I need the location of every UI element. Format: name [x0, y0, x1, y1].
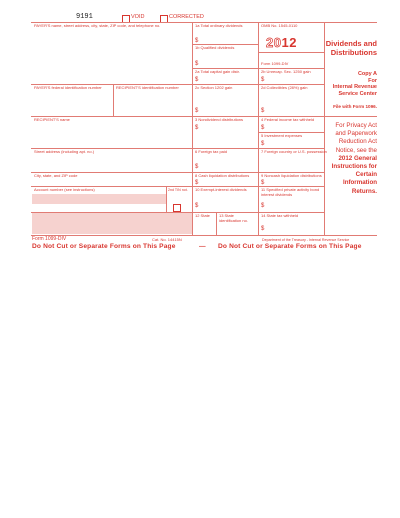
privacy-line: Information [342, 179, 377, 187]
form-title-line1: Dividends and [325, 39, 377, 48]
privacy-line: Reduction Act [338, 138, 377, 146]
footer-form: Form 1099-DIV [32, 236, 67, 242]
privacy-notice [324, 122, 377, 196]
dollar-sign: $ [195, 125, 199, 131]
void-label: VOID [131, 14, 145, 20]
dollar-sign: $ [261, 77, 265, 83]
privacy-line: Returns. [351, 187, 377, 195]
footer-cat: Cat. No. 14415N [152, 237, 182, 242]
box-14-label: 14 State tax withheld [261, 213, 299, 218]
dollar-sign: $ [195, 108, 199, 114]
box-1b-label: 1b Qualified dividends [195, 45, 235, 50]
copy-line: Copy A [357, 71, 377, 77]
corrected-label: CORRECTED [169, 14, 204, 20]
box-6-label: 6 Foreign tax paid [195, 149, 228, 154]
account-label: Account number (see instructions) [34, 187, 95, 192]
box-2a-label: 2a Total capital gain distr. [195, 69, 240, 74]
cut-warning-dash: — [199, 243, 206, 250]
fatca-checkbox[interactable] [173, 204, 181, 212]
box-2c-label: 2c Section 1202 gain [195, 85, 233, 90]
box-9-label: 9 Noncash liquidation distributions [261, 173, 322, 178]
box-5-label: 5 Investment expenses [261, 133, 303, 138]
dollar-sign: $ [261, 108, 265, 114]
dollar-sign: $ [195, 61, 199, 67]
box-8-label: 8 Cash liquidation distributions [195, 173, 250, 178]
box-1a-label: 1a Total ordinary dividends [195, 23, 243, 28]
dollar-sign: $ [261, 226, 265, 232]
tax-year-prefix: 20 [266, 35, 282, 50]
street-label: Street address (including apt. no.) [34, 149, 95, 154]
box-11-label: 11 Specified private activity bond interest dividends [261, 187, 320, 197]
tax-year-suffix: 12 [281, 35, 297, 50]
recipient-id-label: RECIPIENT'S identification number [116, 85, 179, 90]
account-shade [32, 194, 166, 204]
payer-fed-id-label: PAYER'S federal identification number [34, 85, 102, 90]
cut-warning-right: Do Not Cut or Separate Forms on This Page [218, 243, 362, 250]
form-code: 9191 [76, 13, 93, 21]
copy-a [324, 71, 377, 97]
city-label: City, state, and ZIP code [34, 173, 78, 178]
dollar-sign: $ [261, 141, 265, 147]
tax-year [266, 35, 297, 50]
dollar-sign: $ [261, 180, 265, 186]
privacy-line: and Paperwork [335, 130, 377, 138]
dollar-sign: $ [195, 38, 199, 44]
payer-name-label: PAYER'S name, street address, city, state, ZIP code, and telephone no. [34, 23, 161, 28]
box-13-label: 13 State identification no. [219, 213, 248, 223]
fatca-label: 2nd TIN not. [168, 188, 188, 192]
box-7-label: 7 Foreign country or U.S. possession [261, 149, 327, 154]
privacy-line: For Privacy Act [335, 122, 377, 129]
file-with-note: File with Form 1096. [333, 104, 377, 109]
form-title-line2: Distributions [330, 48, 377, 57]
box-2d-label: 2d Collectibles (28%) gain [261, 85, 308, 90]
recipient-name-label: RECIPIENT'S name [34, 117, 70, 122]
dollar-sign: $ [195, 203, 199, 209]
footer-dept: Department of the Treasury - Internal Revenue Service [262, 238, 350, 242]
privacy-line: Instructions for [331, 163, 377, 171]
copy-line: For [368, 77, 377, 84]
copy-line: Internal Revenue [332, 84, 377, 91]
box-2b-label: 2b Unrecap. Sec. 1250 gain [261, 69, 311, 74]
privacy-line: 2012 General [338, 154, 377, 162]
cut-warning-left: Do Not Cut or Separate Forms on This Page [32, 243, 176, 250]
privacy-line: Notice, see the [335, 146, 377, 154]
dollar-sign: $ [195, 180, 199, 186]
box-10-label: 10 Exempt-interest dividends [195, 187, 247, 192]
copy-line: Service Center [338, 90, 377, 97]
box-4-label: 4 Federal income tax withheld [261, 117, 315, 122]
privacy-line: Certain [355, 171, 377, 179]
bottom-left-shade [32, 213, 192, 234]
dollar-sign: $ [195, 164, 199, 170]
dollar-sign: $ [261, 203, 265, 209]
box-3-label: 3 Nondividend distributions [195, 117, 244, 122]
omb-number: OMB No. 1545-0110 [261, 23, 298, 28]
form-label: Form 1099-DIV [261, 61, 289, 66]
dollar-sign: $ [261, 125, 265, 131]
dollar-sign: $ [195, 77, 199, 83]
box-12-label: 12 State [195, 213, 210, 218]
